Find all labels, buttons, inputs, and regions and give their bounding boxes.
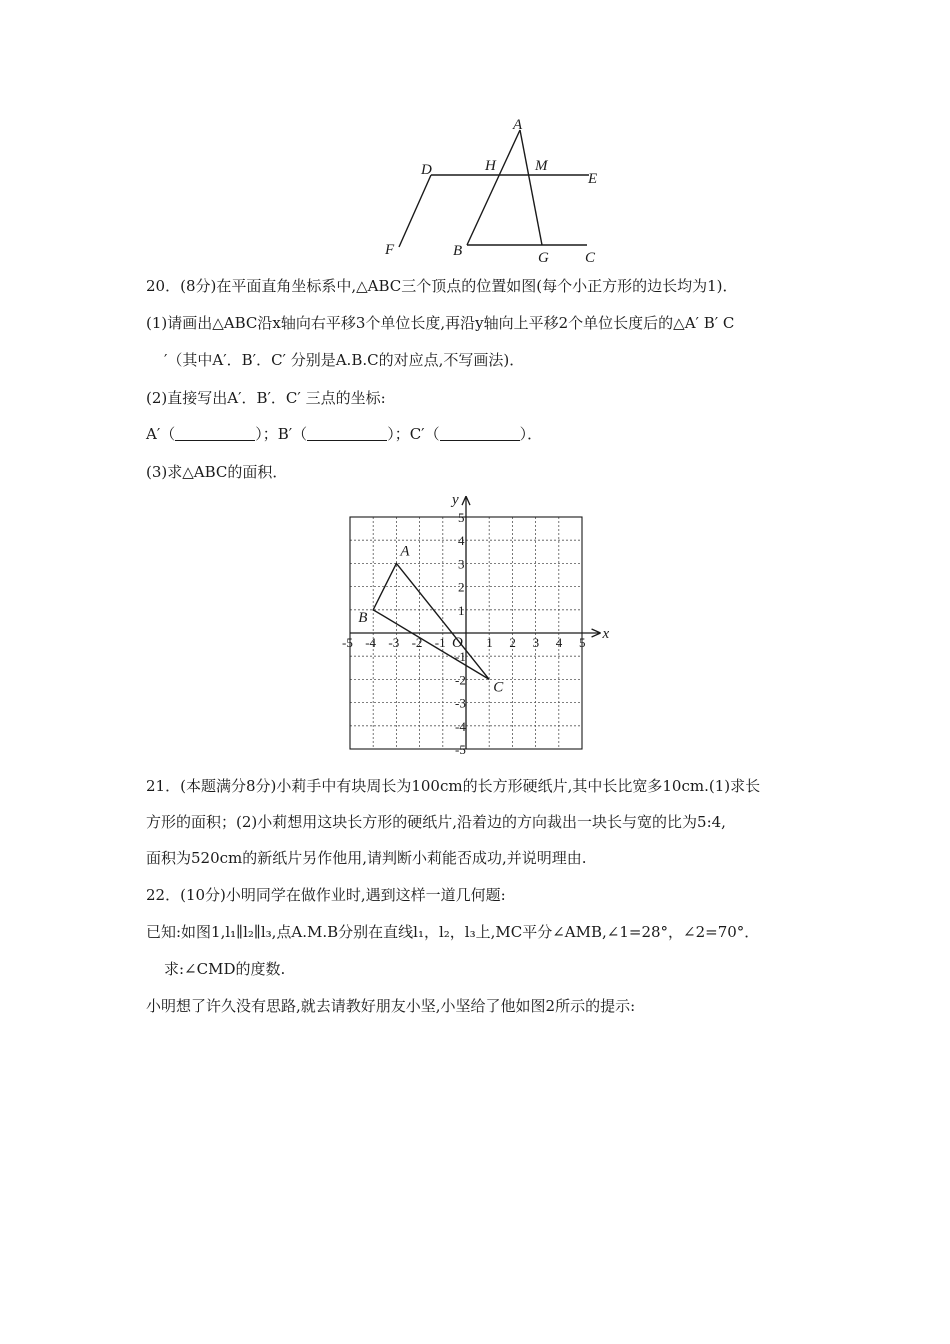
point-label-A: A: [400, 543, 410, 560]
x-axis-label: x: [602, 626, 610, 642]
x-tick-label: -5: [342, 635, 353, 650]
answer-label-c: ）；C′（: [387, 425, 440, 443]
answer-blank-c[interactable]: [440, 426, 520, 441]
q20-answer-line: [146, 424, 542, 444]
x-tick-label: 4: [555, 635, 563, 650]
label-H: H: [485, 158, 496, 174]
x-tick-label: -1: [434, 635, 446, 650]
answer-blank-a[interactable]: [175, 426, 255, 441]
label-F: F: [385, 242, 395, 258]
geometry-figure-1: [375, 112, 615, 267]
answer-end: ）．: [519, 425, 543, 443]
y-axis-label: y: [452, 492, 459, 509]
q21-line3: 面积为520cm的新纸片另作他用,请判断小莉能否成功,并说明理由.: [146, 849, 587, 867]
origin-label: O: [452, 635, 463, 651]
x-tick-label: -3: [388, 635, 400, 650]
q20-part2: (2)直接写出A′．B′．C′ 三点的坐标:: [146, 389, 386, 407]
y-tick-label: -1: [455, 649, 466, 665]
y-tick-label: -2: [455, 672, 466, 688]
y-tick-label: 5: [458, 510, 465, 525]
q20-header: 20．(8分)在平面直角坐标系中,△ABC三个顶点的位置如图(每个小正方形的边长均为1)．: [146, 277, 738, 295]
line-AG: [520, 130, 542, 245]
x-tick-label: 3: [532, 635, 540, 650]
answer-label-b: ）；B′（: [255, 425, 308, 443]
x-tick-label: 5: [579, 635, 586, 650]
x-tick-label: 1: [486, 635, 493, 650]
q22-line2: 已知:如图1,l₁∥l₂∥l₃,点A.M.B分别在直线l₁，l₂，l₃上,MC平分∠AMB,∠1=28°，∠2=70°．: [146, 923, 760, 941]
q20-part3: (3)求△ABC的面积．: [146, 463, 288, 481]
q22-line4: 小明想了许久没有思路,就去请教好朋友小坚,小坚给了他如图2所示的提示:: [146, 997, 636, 1015]
q22-line3: 求:∠CMD的度数.: [164, 960, 286, 978]
answer-blank-b[interactable]: [307, 426, 387, 441]
y-tick-label: -5: [455, 742, 466, 755]
y-tick-label: -3: [455, 695, 466, 711]
answer-label-a: A′（: [146, 425, 176, 443]
label-A: A: [513, 117, 523, 133]
point-label-B: B: [358, 609, 368, 626]
y-tick-label: 3: [458, 556, 465, 572]
point-label-C: C: [493, 679, 504, 696]
label-B: B: [453, 243, 463, 259]
q22-line1: 22．(10分)小明同学在做作业时,遇到这样一道几何题:: [146, 886, 506, 904]
triangle-ABC: [373, 563, 489, 679]
q20-part1-line1: (1)请画出△ABC沿x轴向右平移3个单位长度,再沿y轴向上平移2个单位长度后的△A′ B′ C: [146, 314, 735, 332]
x-tick-label: -2: [411, 635, 423, 650]
y-tick-label: 4: [458, 533, 465, 549]
q20-part1-line2: ′（其中A′．B′．C′ 分别是A.B.C的对应点,不写画法)．: [164, 351, 525, 369]
coordinate-grid: [330, 490, 620, 755]
label-D: D: [421, 162, 432, 178]
line-DF: [399, 175, 431, 247]
label-C: C: [585, 250, 596, 266]
y-tick-label: 2: [458, 579, 465, 595]
q21-line2: 方形的面积；(2)小莉想用这块长方形的硬纸片,沿着边的方向裁出一块长与宽的比为5:4,: [146, 813, 726, 831]
x-tick-label: -4: [365, 635, 377, 650]
y-tick-label: -4: [455, 718, 466, 734]
y-tick-label: 1: [458, 602, 465, 618]
x-tick-label: 2: [509, 635, 516, 650]
label-G: G: [538, 250, 549, 266]
q21-line1: 21．(本题满分8分)小莉手中有块周长为100cm的长方形硬纸片,其中长比宽多10cm.(1)求长: [146, 777, 761, 795]
label-M: M: [535, 158, 548, 174]
line-AB: [467, 130, 520, 245]
label-E: E: [588, 171, 598, 187]
